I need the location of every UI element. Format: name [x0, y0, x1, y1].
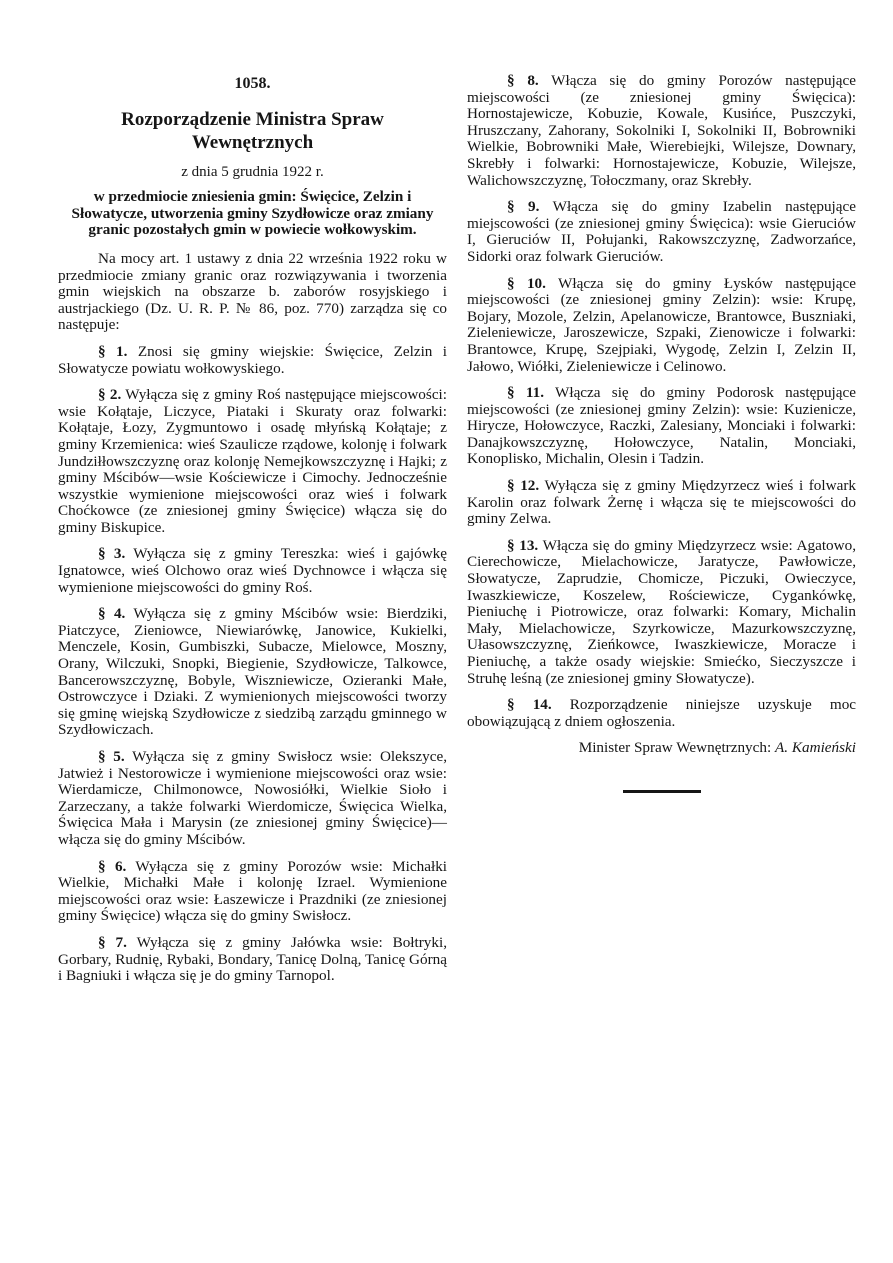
section-label: § 2.: [98, 386, 122, 404]
section-paragraph: [467, 199, 856, 265]
section-paragraph: [467, 73, 856, 189]
section-text: Wyłącza się z gminy Mścibów wsie: Bierdziki, Piatczyce, Zieniowce, Niewiarówkę, Janowice, Kukielki, Menczele, Kosin, Gumbiszki, Subacze, Mielowce, Moszny, Orany, Wilczuki, Snopki, Biegienie, Szydłowicze, Talkowce, Bancerowszczyznę, Bobyle, Wiszniewicze, Ozieranki Małe, Ostrowczyce i Dziaki. Z wymienionych miejscowości tworzy się gminę wiejską Szydłowicze z siedzibą zarządu gminnego w Szydłowiczach.: [58, 605, 447, 739]
section-label: § 4.: [98, 605, 126, 623]
end-divider: [623, 790, 701, 793]
section-text: Włącza się do gminy Porozów następujące miejscowości (ze zniesionej gminy Święcica): Hornostajewicze, Kobuzie, Kowale, Kusińce, Puszczyki, Hruszczany, Zahorany, Sokolniki I, Sokolniki II, Bobrowniki Wielkie, Bobrowniki Małe, Wierebiejki, Wilejsze, Downary, Skrebły i folwarki: Hornostajewicze, Kobuzie, Wilejsze, Walichowszczyznę, Tołoczmany, oraz Skrebły.: [467, 72, 856, 189]
section-text: Wyłącza się z gminy Swisłocz wsie: Olekszyce, Jatwież i Nestorowicze i wymienione miejscowości oraz wsie: Wierdamicze, Chilmonowce, Nowosiółki, Wielkie Sioło i Zarzeczany, a także folwarki Wierdomicze, Święcica Wielka, Święcica Mała i Marysin (ze zniesionej gminy Święcice)—włącza się do gminy Mścibów.: [58, 748, 448, 848]
section-paragraph: [467, 385, 856, 468]
right-column: [467, 73, 856, 985]
section-label: § 7.: [98, 933, 127, 951]
section-label: § 10.: [507, 274, 546, 292]
section-text: Znosi się gminy wiejskie: Święcice, Zelzin i Słowatycze powiatu wołkowyskiego.: [58, 342, 448, 377]
section-text: Wyłącza się z gminy Jałówka wsie: Bołtryki, Gorbary, Rudnię, Rybaki, Bondary, Tanicę Dolną, Tanicę Górną i Bagniuki i włącza się je do gminy Tarnopol.: [58, 933, 448, 985]
section-label: § 8.: [507, 72, 539, 89]
left-column: [58, 76, 447, 985]
signature-name: A. Kamieński: [775, 739, 856, 757]
intro-paragraph: Na mocy art. 1 ustawy z dnia 22 września 1922 roku w przedmiocie zmiany granic oraz rozwiązywania i tworzenia gmin wiejskich na obszarze b. zaborów rosyjskiego i austrjackiego (Dz. U. R. P. № 86, poz. 770) zarządza się co następuje:: [58, 249, 447, 334]
section-label: § 13.: [507, 536, 539, 554]
document-subject: w przedmiocie zniesienia gmin: Święcice, Zelzin i Słowatycze, utworzenia gminy Szydłowicze oraz zmiany granic pozostałych gmin w powiecie wołkowyskim.: [71, 188, 434, 239]
document-number: 1058.: [234, 75, 271, 92]
section-label: § 12.: [507, 477, 540, 495]
signature-role: Minister Spraw Wewnętrznych:: [578, 739, 772, 757]
section-label: § 11.: [507, 384, 545, 402]
document-date: z dnia 5 grudnia 1922 r.: [181, 163, 324, 180]
section-paragraph: [58, 749, 447, 849]
section-label: § 5.: [98, 748, 125, 765]
section-text: Wyłącza się z gminy Międzyrzecz wieś i folwark Karolin oraz folwark Żernę i włącza się te miejscowości do gminy Zelwa.: [467, 477, 856, 528]
section-text: Włącza się do gminy Łysków następujące miejscowości (ze zniesionej gminy Zelzin): wsie: Krupę, Bojary, Mozole, Zelzin, Apelanowicze, Brantowce, Buszniaki, Zieleniewicze, Jaroszewicze, Szpaki, Zienowicze i folwarki: Brantowce, Krupę, Szejpiaki, Wygodę, Zelzin I, Zelzin II, Jałowo, Wiółki, Zieleniewicze i Celinowo.: [467, 274, 856, 375]
section-text: Wyłącza się z gminy Tereszka: wieś i gajówkę Ignatowce, wieś Olchowo oraz wieś Dychnowce i włącza się wymienione miejscowości do gminy Roś.: [58, 545, 447, 596]
section-paragraph: [58, 935, 447, 985]
section-text: Włącza się do gminy Międzyrzecz wsie: Agatowo, Cierechowicze, Mielachowicze, Jaratycze, Pawłowicze, Słowatycze, Zaprudzie, Chomicze, Piczuki, Owieczyce, Iwaszkiewicze, Koszelew, Rościewicze, Cygankówkę, Pieniuchę i Piotrowicze, oraz folwarki: Komary, Michalin Mały, Mielachowicze, Szyrkowicze, Mazurkowszczyznę, Ułasowszczyznę, Zieńkowce, Iwaszkiewicze, Moracze i Pieniuchę, a także osady wiejskie: Smiećko, Sieczyszcze i Struhę leśną (ze zniesionej gminy Słowatycze).: [467, 536, 856, 687]
section-paragraph: [467, 478, 856, 528]
document-title: Rozporządzenie Ministra Spraw Wewnętrznych: [121, 108, 384, 153]
section-text: Wyłącza się z gminy Porozów wsie: Michałki Wielkie, Michałki Małe i kolonję Izrael. Wymienione miejscowości oraz wsie: Łaszewicze i Prazdniki (ze zniesionej gminy Święcice) włącza się do gminy Swisłocz.: [58, 857, 448, 925]
section-text: Włącza się do gminy Podorosk następujące miejscowości (ze zniesionej gminy Zelzin): wsie: Kuzienicze, Hirycze, Hołowczyce, Raczki, Zalesiany, Monciaki i folwarki: Danajkowszczyznę, Hołowczyce, Natalin, Monciaki, Konoplisko, Michalin, Olesin i Tadzin.: [467, 384, 856, 468]
section-paragraph: [58, 546, 447, 596]
section-paragraph: [467, 538, 856, 687]
section-text: Włącza się do gminy Izabelin następujące miejscowości (ze zniesionej gminy Święcica): wsie Gieruciów I, Gieruciów II, Połujanki, Rakowszczyznę, Zadworzańce, Sidorki oraz folwark Gieruciów.: [467, 198, 857, 265]
section-paragraph: [58, 344, 447, 377]
section-label: § 9.: [507, 198, 540, 216]
section-paragraph: [467, 276, 856, 376]
section-label: § 1.: [98, 342, 128, 360]
section-paragraph: [467, 697, 856, 730]
section-label: § 3.: [98, 545, 126, 563]
section-paragraph: [58, 606, 447, 739]
section-text: Rozporządzenie niniejsze uzyskuje moc obowiązującą z dniem ogłoszenia.: [467, 696, 857, 730]
section-label: § 6.: [98, 857, 127, 875]
document-page: [58, 72, 857, 985]
section-paragraph: [58, 387, 447, 536]
section-text: Wyłącza się z gminy Roś następujące miejscowości: wsie Kołątaje, Liczyce, Piataki i Skuraty oraz folwarki: Kołątaje, Łozy, Zygmuntowo i osadę młyńską Kołątaje; z gminy Krzemienica: wieś Szaulicze rządowe, kolonję i folwark Jundziłłowszczyznę oraz kolonję Nemejkowszczyznę i Hajki; z gminy Mścibów—wsie Kościewicze i Cimochy. Jednocześnie wszystkie wymienione miejscowości oraz wieś i folwark Choćkowce (ze zniesionej gminy Święcice) włącza się do gminy Biskupice.: [58, 386, 447, 536]
section-label: § 14.: [507, 696, 552, 714]
section-paragraph: [58, 859, 447, 925]
signature: [467, 740, 856, 757]
